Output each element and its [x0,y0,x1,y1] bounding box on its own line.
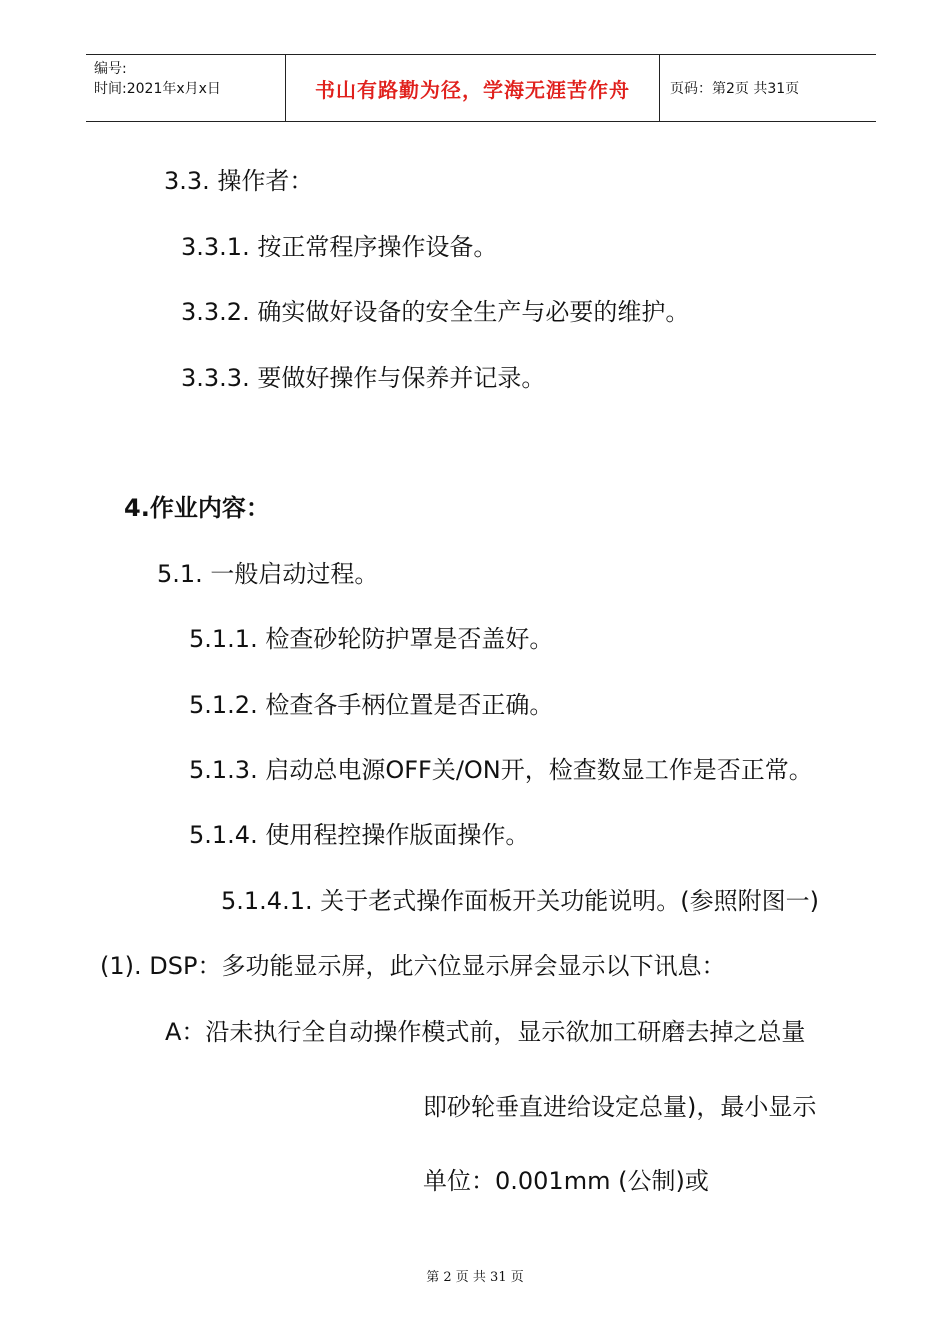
section-3-3-1: 3.3.1. 按正常程序操作设备。 [181,233,498,261]
item-a-continued-2: 单位：0.001mm (公制)或 [423,1167,709,1195]
page-footer: 第 2 页 共 31 页 [426,1270,524,1285]
section-5-1-4-1: 5.1.4.1. 关于老式操作面板开关功能说明。(参照附图一) [221,887,819,915]
item-1-dsp: (1). DSP：多功能显示屏，此六位显示屏会显示以下讯息： [100,952,726,980]
document-number-label: 编号: [94,61,127,77]
item-a-continued-1: 即砂轮垂直进给设定总量)，最小显示 [423,1093,817,1121]
header-page-info: 页码：第2页 共31页 [670,81,800,97]
header-motto-cell [286,55,660,121]
section-5-1-3: 5.1.3. 启动总电源OFF关/ON开，检查数显工作是否正常。 [189,756,813,784]
document-time-label: 时间:2021年x月x日 [94,81,221,97]
section-5-1-1: 5.1.1. 检查砂轮防护罩是否盖好。 [189,625,554,653]
item-a: A：沿未执行全自动操作模式前，显示欲加工研磨去掉之总量 [165,1018,806,1046]
section-4-heading: 4.作业内容： [124,494,270,522]
header-meta [86,55,286,121]
section-3-3: 3.3. 操作者： [164,167,314,195]
section-3-3-3: 3.3.3. 要做好操作与保养并记录。 [181,364,546,392]
section-3-3-2: 3.3.2. 确实做好设备的安全生产与必要的维护。 [181,298,690,326]
section-5-1-4: 5.1.4. 使用程控操作版面操作。 [189,821,530,849]
header-motto: 书山有路勤为径，学海无涯苦作舟 [315,77,630,102]
page-header [86,54,876,122]
section-5-1: 5.1. 一般启动过程。 [157,560,379,588]
section-5-1-2: 5.1.2. 检查各手柄位置是否正确。 [189,691,554,719]
